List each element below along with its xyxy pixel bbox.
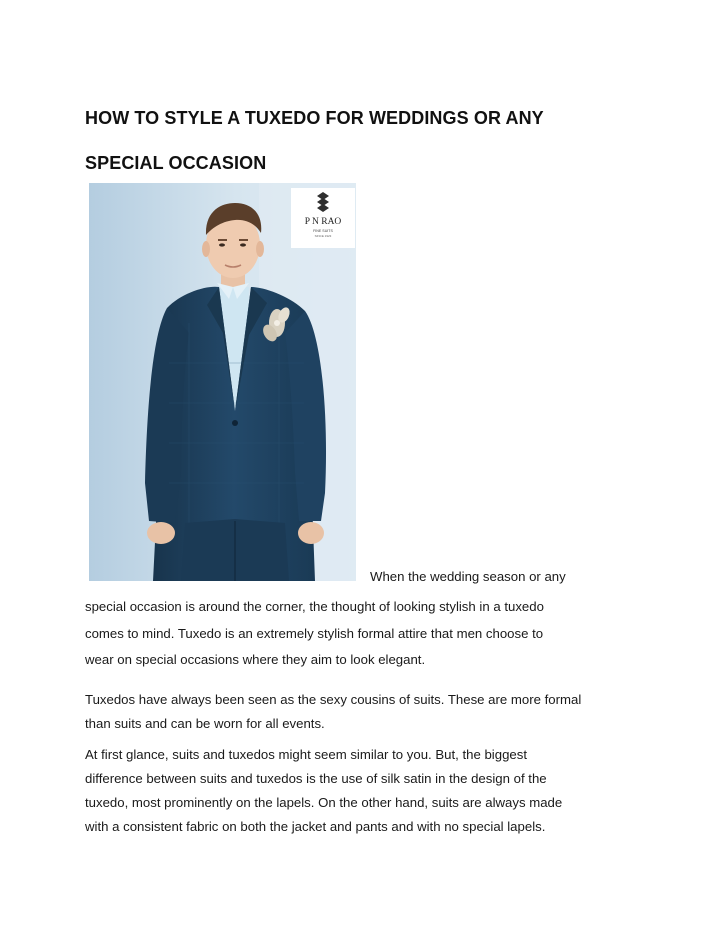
article-title-line-2: SPECIAL OCCASION: [85, 153, 267, 173]
pn-rao-logo: [291, 188, 355, 248]
paragraph-3-line-4: with a consistent fabric on both the jacket and pants and with no special lapels.: [85, 819, 546, 834]
paragraph-2: [85, 688, 645, 736]
model-right-hand: [298, 522, 324, 544]
paragraph-1-line-3: comes to mind. Tuxedo is an extremely stylish formal attire that men choose to: [85, 625, 544, 641]
paragraph-3-line-2: difference between suits and tuxedos is the use of silk satin in the design of the: [85, 771, 547, 786]
paragraph-2-line-1: Tuxedos have always been seen as the sexy cousins of suits. These are more formal: [85, 692, 582, 707]
paragraph-1: [85, 594, 645, 674]
paragraph-3-line-1: At first glance, suits and tuxedos might seem similar to you. But, the biggest: [85, 747, 527, 762]
article-title: [85, 96, 645, 186]
logo-tagline: FINE SUITS: [313, 229, 333, 233]
paragraph-3: [85, 743, 645, 839]
logo-name: P N RAO: [304, 217, 342, 227]
jacket-button: [232, 420, 238, 426]
article-title-line-1: HOW TO STYLE A TUXEDO FOR WEDDINGS OR ANY: [85, 108, 544, 128]
paragraph-1-lead-line: When the wedding season or any: [370, 569, 566, 584]
tuxedo-model-photo: [89, 183, 356, 581]
model-left-hand: [147, 522, 175, 544]
paragraph-1-line-2: special occasion is around the corner, the thought of looking stylish in a tuxedo: [85, 599, 544, 614]
paragraph-1-line-4: wear on special occasions where they aim to look elegant.: [85, 652, 426, 667]
logo-since: SINCE 1923: [314, 234, 332, 238]
paragraph-2-line-2: than suits and can be worn for all events.: [85, 716, 325, 731]
paragraph-3-line-3: tuxedo, most prominently on the lapels. On the other hand, suits are always made: [85, 795, 563, 810]
